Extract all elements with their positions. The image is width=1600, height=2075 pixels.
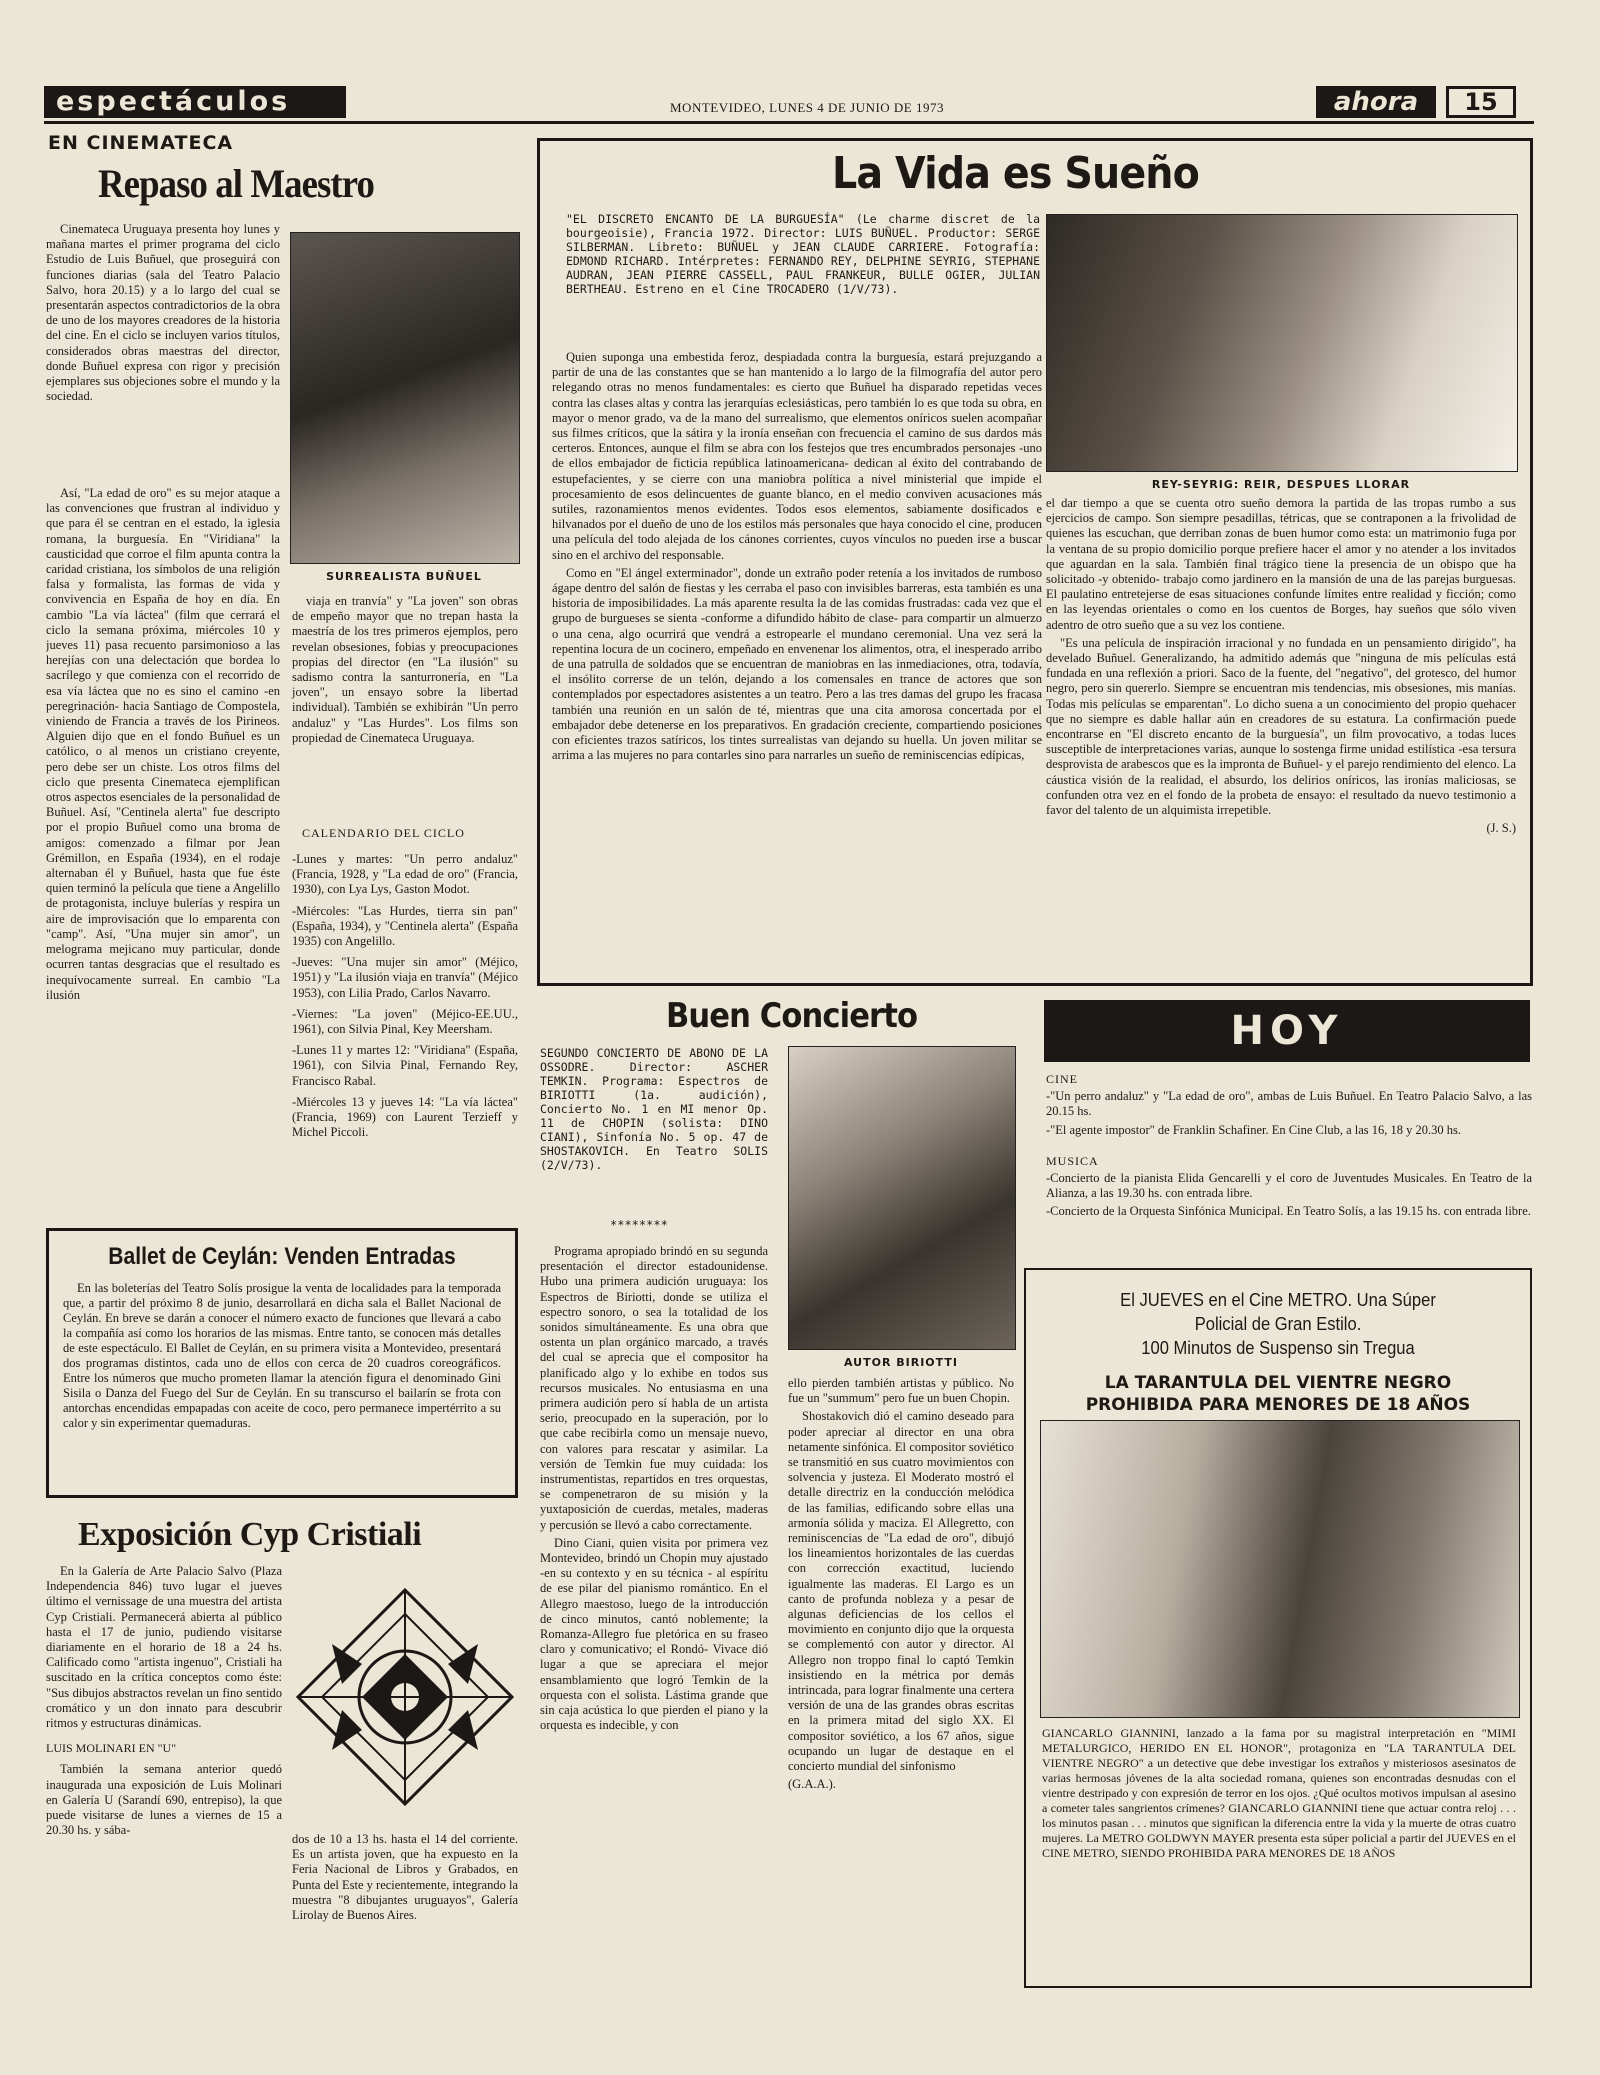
paragraph: Cinemateca Uruguaya presenta hoy lunes y mañana martes el primer programa del ciclo Estudio de Luis Buñuel, que proseguirá con funciones diarias (sala del Teatro Palacio Salvo, hora 20.15) y a lo largo del cual se presentarán aspectos contradictorios de la obra de uno de los mayores creadores de la historia del cine. En el ciclo se incluyen varios títulos, considerados obras maestras del director, donde Buñuel expresa con rigor y precisión ejemplares sus objeciones sobre el mundo y la sociedad. xyxy=(46,222,280,404)
article-body-cont xyxy=(46,486,280,1224)
signature: (G.A.A.). xyxy=(788,1777,836,1792)
concierto-credits: SEGUNDO CONCIERTO DE ABONO DE LA OSSODRE. Director: ASCHER TEMKIN. Programa: Espectros de BIRIOTTI (1a. audición), Concierto No. 1 en MI menor Op. 11 de CHOPIN (solista: DINO CIANI), Sinfonía No. 5 op. 47 de SHOSTAKOVICH. En Teatro SOLIS (2/V/73). xyxy=(540,1046,768,1172)
calendar-item: -Miércoles: "Las Hurdes, tierra sin pan" (España, 1934), y "Centinela alerta" (España 1935) con Angelillo. xyxy=(292,903,518,949)
hoy-cine-heading: CINE xyxy=(1046,1072,1078,1086)
paragraph: Quien suponga una embestida feroz, despiadada contra la burguesía, estará prejuzgando a partir de una de las constantes que se han mantenido a lo largo de la filmografía del autor pero relegando otras no menos fundamentales: es cierto que Buñuel ha disparado repetidas veces contra las clases altas y contra las jerarquías eclesiásticas, pero también lo es que toda su obra, en mayor o menor grado, va de la mano del surrealismo, que elementos oníricos suelen acompañar sus filmes críticos, que la sátira y la ironía enseñan con frecuencia el camino de sus dardos más certeros. Entonces, aunque el film se abra con los festejos que tres encumbrados personajes -uno de ellos embajador de ficticia república latinoamericana- dedican al éxito del contrabando de estupefacientes, y se cierre con una maniobra política a nivel ministerial que impide el procesamiento de esos delincuentes de guante blanco, en el medio conviven acusaciones más sutiles, razonamientos menos evidentes. Todos esos elementos, sabiamente dosificados e hilvanados por el dueño de uno de los estilos más personales que haya conocido el cine, producen una película del todo alejada de los cánones corrientes, cuyos vínculos no pueden irse a buscar sino en el archivo del responsable. xyxy=(552,350,1042,562)
kicker: EN CINEMATECA xyxy=(48,132,234,154)
ad-line: 100 Minutos de Suspenso sin Tregua xyxy=(1141,1338,1415,1358)
hoy-banner xyxy=(1044,1000,1530,1062)
cyp-artwork xyxy=(292,1584,518,1810)
paragraph: También la semana anterior quedó inaugurada una exposición de Luis Molinari en Galería U (Sarandí 690, entrepiso), la que puede visitarse de lunes a viernes de 15 a 20.30 hs. y sába- xyxy=(46,1762,282,1838)
ad-headline xyxy=(1028,1372,1528,1416)
listing-item: -"El agente impostor" de Franklin Schafiner. En Cine Club, a las 16, 18 y 20.30 hs. xyxy=(1046,1122,1462,1137)
listing-item: -"Un perro andaluz" y "La edad de oro", ambas de Luis Buñuel. En Teatro Palacio Salvo, a las 20.15 hs. xyxy=(1046,1089,1532,1119)
ballet-box xyxy=(46,1228,518,1498)
photo-caption: SURREALISTA BUÑUEL xyxy=(326,570,482,583)
ad-headline-line: PROHIBIDA PARA MENORES DE 18 AÑOS xyxy=(1085,1395,1471,1415)
page-number: 15 xyxy=(1446,86,1516,118)
listing-item: -Concierto de la pianista Elida Gencarelli y el coro de Juventudes Musicales. En Teatro de la Alianza, a las 19.30 hs. con entrada libre. xyxy=(1046,1171,1532,1201)
paragraph: "Es una película de inspiración irracional y no fundada en un pensamiento dirigido", ha develado Buñuel. Generalizando, ha admitido además que "ninguna de mis películas está fundada en una reflexión a priori. Saco de la fuente, del "negativo", del grotesco, del humor negro, pero sin quererlo. Siempre se encuentran mis tendencias, mis obsesiones, mis manías. Todas mis películas se emparentan". Lo dicho suena a un conocimiento del propio quehacer que no siempre es dable hallar aún en creadores de su estatura. La confirmación puede encontrarse en "El discreto encanto de la burguesía", un film provocativo, a todas luces susceptible de interpretaciones varias, aunque lo sostenga firme unidad estilística -esa tersura desprovista de arabescos que es la impronta de Buñuel- y el parejo rendimiento del elenco. La cáustica visión de la realidad, el absurdo, los delirios oníricos, las ironías maliciosas, se confunden otra vez en el fondo de la probeta de ensayo: el resultado da nuevo testimonio a favor del talento de un alquimista irrepetible. xyxy=(1046,635,1516,818)
ad-line: El JUEVES en el Cine METRO. Una Súper xyxy=(1120,1290,1436,1310)
cyp-subhead: LUIS MOLINARI EN "U" xyxy=(46,1741,177,1756)
paragraph: En la Galería de Arte Palacio Salvo (Plaza Independencia 846) tuvo lugar el jueves último el vernissage de una muestra del artista Cyp Cristiali. Permanecerá abierta al público hasta el 17 de junio, pudiendo visitarse diariamente en el horario de 18 a 24 hs. Calificado como "artista ingenuo", Cristiali ha suscitado en la crítica conceptos como éste: "Sus dibujos abstractos revelan un fino sentido cromático y un don innato para descubrir ritmos y estructuras dinámicas. xyxy=(46,1564,282,1731)
photo-caption: REY-SEYRIG: REIR, DESPUES LLORAR xyxy=(1151,478,1411,491)
signature: (J. S.) xyxy=(1486,821,1516,836)
calendar-item: -Jueves: "Una mujer sin amor" (Méjico, 1951) y "La ilusión viaja en tranvía" (Méjico 1953), con Lilia Prado, Carlos Navarro. xyxy=(292,955,518,1000)
article-body xyxy=(46,222,280,407)
separator-stars: ******** xyxy=(610,1218,668,1232)
paragraph: Programa apropiado brindó en su segunda presentación el director estadounidense. Hubo una primera audición uruguaya: los Espectros de Biriotti, donde se utiliza el espectro sonoro, o sea la totalidad de los sonidos simultáneamente. Es una obra que ostenta un plan orgánico marcado, a través del cual se aprecia que el compositor ha planificado algo y lo exhibe en todos sus recursos musicales. No entusiasma en una primera audición pero sí habla de un artista serio, preocupado en la superación, por lo que cabe recibirla como un mensaje nuevo, con valores para rescatar y asimilar. La versión de Temkin fue muy cuidada: los instrumentistas, repartidos en tres orquestas, se compenetraron de su misión y la yuxtaposición de cuerdas, metales, maderas y percusión se llevó a cabo correctamente. xyxy=(540,1244,768,1532)
paragraph: Como en "El ángel exterminador", donde un extraño poder retenía a los invitados de rumboso ágape dentro del salón de fiestas y les cerraba el paso con invisibles barreras, esta también es una historia de imposibilidades. La más aparente resulta la de las comidas frustradas: cada vez que el grupo de burgueses se sienta -conforme a difundido hábito de clase- para compartir un almuerzo o una cena, algo ocurrirá que vendrá a estropearle el mundano ceremonial. Una vez será la repentina locura de un cocinero, empeñado en envenenar los alimentos, otra, el inesperado arribo de una patrulla de soldados que se encuentran de maniobras en las inmediaciones, otra, todavía, el insólito correrse de un telón, dejando a los comensales en trance de actores que son contemplados por espectadores asistentes a un teatro. Pero a las tres damas del grupo les fracasa también una reunión en un salón de té, mientras que una cita amorosa concertada por el embajador debe detenerse en los preparativos. En gradación creciente, compartiendo posiciones con eficientes trazos satíricos, los tintes surrealistas van dejando su huella. Un joven militar se arrima a las mujeres no para contarles sino para narrarles un sueño de reminiscencias edípicas, xyxy=(552,565,1042,763)
cyp-title: Exposición Cyp Cristiali xyxy=(78,1516,422,1553)
hoy-listings xyxy=(1046,1072,1532,1223)
section-label: espectáculos xyxy=(56,86,291,117)
ad-body xyxy=(1042,1726,1516,1864)
geometric-drawing xyxy=(292,1584,518,1810)
vida-title: La Vida es Sueño xyxy=(832,148,1199,199)
ballet-title: Ballet de Ceylán: Venden Entradas xyxy=(108,1243,456,1270)
article-title: Repaso al Maestro xyxy=(98,161,374,206)
ad-headline-line: LA TARANTULA DEL VIENTRE NEGRO xyxy=(1104,1373,1452,1393)
paragraph: viaja en tranvía" y "La joven" son obras de empeño mayor que no trepan hasta la maestría de los tres primeros ejemplos, pero revelan obsesiones, fobias y preocupaciones propias del director (en "La ilusión" su sadismo contra la santurronería, en "La joven", un ensayo sobre la libertad individual). También se exhibirán "Un perro andaluz" y "Las Hurdes". Los films son propiedad de Cinemateca Uruguaya. xyxy=(292,594,518,745)
calendar-list xyxy=(292,852,518,1146)
concierto-body xyxy=(540,1244,768,1737)
paragraph: el dar tiempo a que se cuenta otro sueño demora la partida de las tropas rumbo a sus ejercicios de campo. Son siempre pesadillas, tétricas, que se contraponen a la frivolidad de quienes las escuchan, que derriban zonas de buen humor como esta: un matrimonio fuga por la ventana de su propio domicilio porque prefiere hacer el amor y no atender a los invitados que aguardan en la sala. También final trágico tiene la presencia de un obispo que ha solicitado -y obtenido- trabajo como jardinero en la mansión de una de las parejas burguesas. El paulatino entretejerse de esas situaciones confunde límites entre realidad y ficción; como en las leyendas orientales o como en los cuentos de Borges, hay sueños que sólo viven adentro de otro sueño que a su vez los contiene. xyxy=(1046,496,1516,632)
article-body-col2 xyxy=(292,594,518,749)
ad-tagline xyxy=(1048,1288,1508,1360)
paragraph: GIANCARLO GIANNINI, lanzado a la fama por su magistral interpretación en "MIMI METALURGICO, HERIDO EN EL HONOR", protagoniza en "LA TARANTULA DEL VIENTRE NEGRO" a un detective que debe investigar los extraños y misteriosos asesinatos de varias hermosas jóvenes de la alta sociedad romana, quienes son encontradas desnudas con el vientre destripado y con expresión de terror en los ojos. ¿Qué ocultos motivos impulsan al asesino a cometer tales sangrientos crímenes? GIANCARLO GIANNINI tiene que actuar contra reloj . . . los minutos pasan . . . minutos que significan la diferencia entre la vida y la muerte de otras cuatro mujeres. La METRO GOLDWYN MAYER presenta esta súper policial a partir del JUEVES en el CINE METRO, SIENDO PROHIBIDA PARA MENORES DE 18 AÑOS xyxy=(1042,1726,1516,1860)
photo-bunuel xyxy=(290,232,520,564)
photo-caption: AUTOR BIRIOTTI xyxy=(843,1356,958,1369)
ad-photo xyxy=(1040,1420,1520,1718)
calendar-item: -Miércoles 13 y jueves 14: "La vía láctea" (Francia, 1969) con Laurent Terzieff y Michel Piccoli. xyxy=(292,1094,518,1140)
paragraph: dos de 10 a 13 hs. hasta el 14 del corriente. Es un artista joven, que ha expuesto en la Feria Nacional de Libros y Grabados, en Punta del Este y recientemente, integrando la muestra "8 dibujantes uruguayos", Galería Lirolay de Buenos Aires. xyxy=(292,1832,518,1923)
cyp-body xyxy=(46,1564,282,1841)
paragraph: Dino Ciani, quien visita por primera vez Montevideo, brindó un Chopin muy ajustado -en su contexto y en su técnica - al espíritu de ese pilar del pianismo romántico. En el Allegro maestoso, luego de la introducción de cinco minutos, cantó noblemente; la Romanza-Allegro fue pletórica en su fraseo claro y comunicativo; el Rondó- Vivace dió lugar a que se apreciara el mejor ensamblamiento que logró Temkin de la orquesta con el solista. Lástima grande que sin caja acústica lo que pierden el piano y la orquesta es indecible, y con xyxy=(540,1535,768,1733)
hoy-title: HOY xyxy=(1230,1008,1344,1054)
concierto-title: Buen Concierto xyxy=(666,996,918,1036)
photo-biriotti xyxy=(788,1046,1016,1350)
vida-body xyxy=(552,350,1042,766)
calendar-item: -Lunes y martes: "Un perro andaluz" (Francia, 1928, y "La edad de oro" (Francia, 1930), con Lya Lys, Gaston Modot. xyxy=(292,852,518,897)
section-banner xyxy=(44,86,346,118)
vida-credits: "EL DISCRETO ENCANTO DE LA BURGUESÍA" (Le charme discret de la bourgeoisie), Francia 1972. Director: LUIS BUÑUEL. Productor: SERGE SILBERMAN. Libreto: BUÑUEL y JEAN CLAUDE CARRIERE. Fotografía: EDMOND RICHARD. Intérpretes: FERNANDO REY, DELPHINE SEYRIG, STEPHANE AUDRAN, JEAN PIERRE CASSELL, PAUL FRANKEUR, BULLE OGIER, JULIAN BERTHEAU. Estreno en el Cine TROCADERO (1/V/73). xyxy=(566,212,1040,296)
paragraph: Shostakovich dió el camino deseado para poder apreciar al director en una obra netamente sinfónica. El compositor soviético se transmitió en sus cuatro movimientos con solvencia y justeza. El Moderato mostró el detalle directriz en la conducción melódica de las familias, edificando sobre ellas una armonía sólida y maciza. El Allegretto, con reminiscencias de "La edad de oro", dibujó los lineamientos horizontales de las cuerdas con corrección exactitud, luciendo igualmente las maderas. El Largo es un canto de profunda nobleza y a pesar de algunas deficiencias de los cellos el movimiento en conjunto dijo que la orquesta se complementó con autor y director. Al Allegro non troppo final lo captó Temkin insistiendo en la métrica por demás intrincada, para lograr finalmente una certera versión de una de las grandes obras escritas en la primera mitad del siglo XX. El compositor soviético, a los 67 años, sigue ocupando un lugar de destaque en el concierto mundial del sinfonismo xyxy=(788,1409,1014,1774)
calendar-item: -Viernes: "La joven" (Méjico-EE.UU., 1961), con Silvia Pinal, Key Meersham. xyxy=(292,1006,518,1037)
calendar-title: CALENDARIO DEL CICLO xyxy=(302,826,465,840)
masthead-rule xyxy=(44,121,1534,124)
concierto-body-col2 xyxy=(788,1376,1014,1792)
photo-rey-seyrig xyxy=(1046,214,1518,472)
vida-body-col2 xyxy=(1046,496,1516,836)
ad-line: Policial de Gran Estilo. xyxy=(1194,1314,1362,1334)
cyp-body-col2 xyxy=(292,1832,518,1926)
paragraph: En las boleterías del Teatro Solís prosigue la venta de localidades para la temporada que, a partir del próximo 8 de junio, desarrollará en dicha sala el Ballet Nacional de Ceylán. En breve se darán a conocer el número exacto de funciones que llevará a cabo la compañía así como los horarios de las mismas. Entre tanto, se conocen más detalles de este espectáculo. El Ballet de Ceylán, en su primera visita a Montevideo, presentará dos programas distintos, cada uno de ellos con cerca de 20 cuadros coreográficos. Entre los números que mucho prometen llamar la atención figura el denominado Gini Sisila o Danza del Fuego del Sur de Ceylán. En su transcurso el bailarín se frota con antorchas encendidas empapadas con aceite de coco, pero permanece impertérrito a su calor y sin experimentar quemaduras. xyxy=(63,1281,501,1430)
ballet-body xyxy=(63,1281,501,1431)
dateline: MONTEVIDEO, LUNES 4 DE JUNIO DE 1973 xyxy=(670,100,945,115)
listing-item: -Concierto de la Orquesta Sinfónica Municipal. En Teatro Solís, a las 19.15 hs. con entrada libre. xyxy=(1046,1204,1531,1219)
paper-logo xyxy=(1316,86,1436,118)
paragraph: Así, "La edad de oro" es su mejor ataque a las convenciones que frustran al individuo y que para él se centran en el estado, la iglesia romana, la burguesía. En "Viridiana" la causticidad que corroe el film apunta contra la caridad cristiana, los símbolos de una religión falsa y formalista, las formas de vida y convivencia en España de hoy en día. En cambio "La vía láctea" (film que cerrará el ciclo la semana próxima, miércoles 10 y jueves 11) pasa recuento parsimonioso a las herejías con una delectación que bordea lo sacrílego y que comienza con el recorrido de esa vía láctea que no es sino el camino -en peregrinación- hacia Santiago de Compostela, viniendo de Francia a través de los Pirineos. Alguien dijo que en el fondo Buñuel es un católico, o al menos un cristiano creyente, pero debe ser un chiste. Los otros films del ciclo que presenta Cinemateca ejemplifican otros aspectos esenciales de la personalidad de Buñuel. Así, "Centinela alerta" fue descripto por el propio Buñuel como una broma de amigos: comenzado a filmar por Jean Grémillon, en España (1934), en el rodaje alternaban él y Buñuel, hasta que fue éste quien terminó la película que tiene a Angelillo de protagonista, incluye bulerías y respira un aire de improvisación que lo emparenta con "camp". Así, "Una mujer sin amor", un melograma mejicano muy particular, donde ocurren tantas desgracias que el resultado es inequívocamente surreal. En cambio "La ilusión xyxy=(46,486,280,1002)
calendar-item: -Lunes 11 y martes 12: "Viridiana" (España, 1961), con Silvia Pinal, Fernando Rey, Francisco Rabal. xyxy=(292,1043,518,1088)
hoy-musica-heading: MUSICA xyxy=(1046,1153,1099,1168)
paragraph: ello pierden también artistas y público. No fue un "summum" pero fue un buen Chopin. xyxy=(788,1376,1014,1406)
paper-name: ahora xyxy=(1333,87,1419,117)
